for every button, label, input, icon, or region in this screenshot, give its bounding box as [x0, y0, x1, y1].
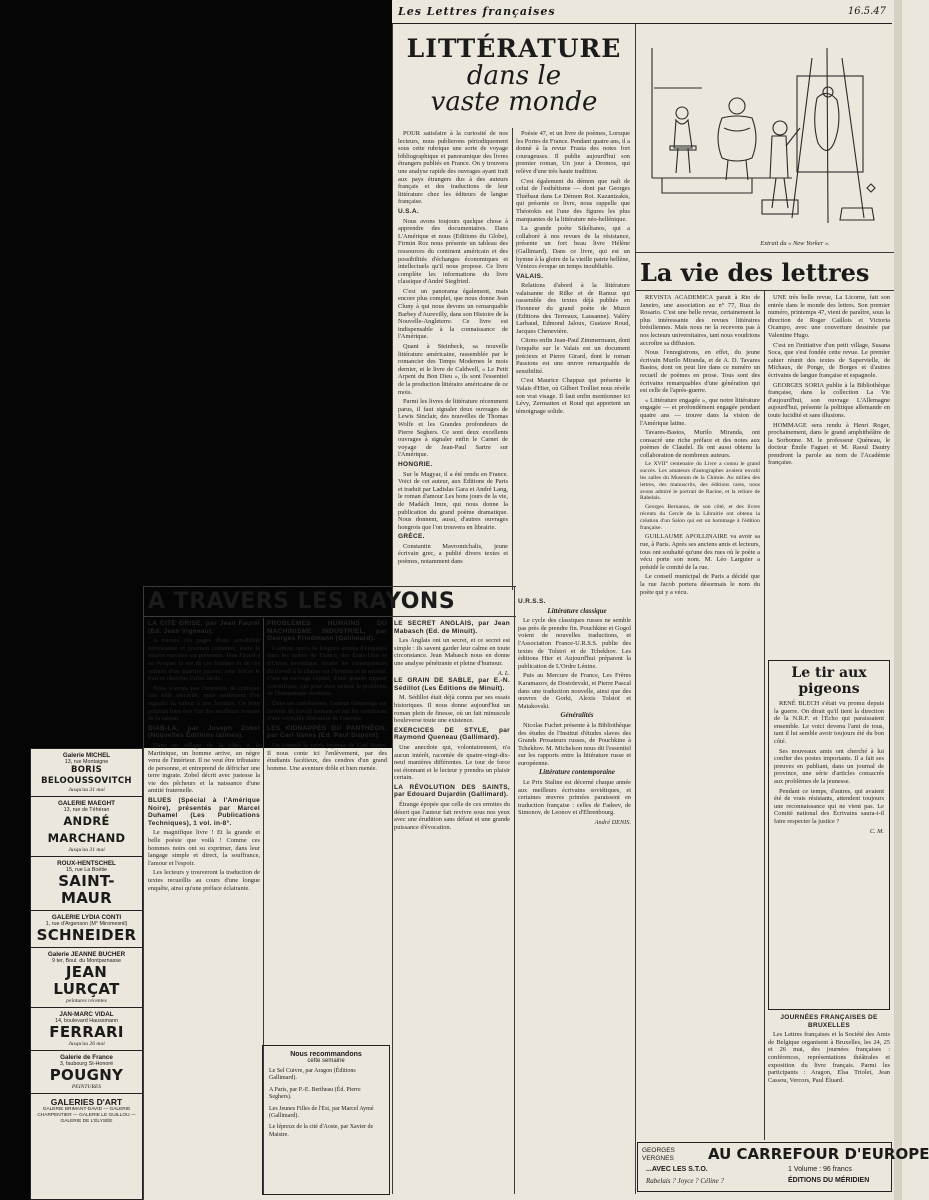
illustration-caption: Extrait du « New Yorker ».: [760, 240, 830, 247]
ad-author: GEORGES VERGNES: [642, 1147, 675, 1162]
rayons-column-2: [267, 620, 387, 1040]
paragraph: C'est Maurice Chappaz qui présente le Valais d'Hier, où Gilbert Trolliet nous révèle son vrai visage. Il faut enfin mentionner ici Lévy, Zermatten et Roud qui apportent un témoignage solide.: [516, 377, 630, 415]
paragraph: Nous l'enregistrons, en effet, du jeune écrivain Murilo Miranda, et de A. D. Tavares Bastos, dont on peut lire dans ce numéro un recueil de poèmes en prose. Tous sont des écrivains remarquables d'une génération qui est celle de l'après-guerre.: [640, 349, 760, 395]
ad-title: AU CARREFOUR D'EUROPE: [708, 1145, 929, 1163]
paragraph: UNE très belle revue, La Licorne, fait son entrée dans le monde des lettres. Son premier numéro, printemps 47, vient de paraître, sous la direction de Roger Caillois et Victoria Ocampo, avec une couverture dessinée par Valentine Hugo.: [768, 294, 890, 339]
review-head: LA CITÉ GRISE, par Jean Faurel (Ed. Jean Vigneau).: [148, 620, 260, 635]
issue-date: 16.5.47: [847, 6, 886, 17]
review-author: A. L.: [497, 669, 510, 677]
gallery-address: 13, rue de Téhéran: [63, 807, 110, 813]
paragraph: Nous avons toujours quelque chose à apprendre des documentaires. Dans L'Amérique et nous (Editions du Globe), Firmin Roz nous présente un tableau des ressources du continent américain et des possibilités d'échanges économiques et intellectuels qu'il nous propose. Ce livre complète les informations du livre classique d'André Siegfried.: [398, 217, 508, 286]
gallery-name: GALERIE MAEGHT: [57, 800, 116, 807]
vie-column-2: [768, 294, 890, 654]
section-head-hongrie: HONGRIE.: [398, 460, 433, 468]
gallery-ad: [31, 797, 142, 857]
tir-box: [768, 660, 890, 1010]
gallery-ad: [31, 1051, 142, 1094]
gallery-name: JAN-MARC VIDAL: [59, 1011, 114, 1018]
paragraph: Dans un village de la côte, à la Martinique, un homme arrive, un nègre venu de l'intérieur. Il ne veut être tributaire de personne, et entreprend de défricher une terre ingrate. Zobel décrit avec justesse la vie des pêcheurs et la naissance d'une amitié fraternelle.: [148, 741, 260, 795]
paragraph: « Littérature engagée », que notre littérature engagée — et profondément engagée pendant quatre ans — trouve dans la vision de l'Amérique latine.: [640, 396, 760, 427]
gallery-name: GALERIES D'ART: [50, 1097, 123, 1107]
gallery-artist: POUGNY: [49, 1066, 124, 1084]
section-head-valais: VALAIS.: [516, 272, 544, 280]
gallery-dates: PEINTURES: [71, 1084, 102, 1090]
review-head: PROBLÈMES HUMAINS DU MACHINISME INDUSTRIEL, par Georges Friedmann (Gallimard).: [267, 620, 387, 643]
paragraph: Les lecteurs y trouveront la traduction de textes recueillis au cours d'une longue enquête, ainsi qu'une préface éclairante.: [148, 869, 260, 892]
section-rule: [143, 616, 516, 617]
rayons-column-3: [394, 620, 510, 1192]
paragraph: Le magnifique livre ! Et la grande et belle poésie que voilà ! Comme ces hommes noirs ont su exprimer, dans leur langage simple et direct, la souffrance, l'amour et l'espoir.: [148, 829, 260, 867]
tir-text: [769, 697, 889, 1021]
section-head-usa: U.S.A.: [398, 207, 419, 215]
paragraph: Nous n'avons pas l'intention de critiquer une telle sincérité, mais seulement d'en signaler la valeur à nos lecteurs. Ce livre pourrait bien être l'un des meilleurs romans de la saison.: [148, 684, 260, 723]
subsection-generalites: Généralités: [560, 711, 594, 720]
paragraph: C'est en l'initiative d'un petit village, Susana Soca, que s'est fondée cette revue. Le premier cahier réunit des textes de Supervielle, de Michaux, de Ponge, de Borges et d'autres écrivains de langue française et espagnole.: [768, 341, 890, 379]
paragraph: Étrange épopée que celle de ces ermites du désert que l'auteur fait revivre sous nos yeux avec une érudition sans défaut et une grande puissance d'évocation.: [394, 801, 510, 831]
article-intro: POUR satisfaire à la curiosité de nos lecteurs, nous publierons périodiquement sous cette rubrique une sorte de voyage bibliographique et panoramique des livres étrangers publiés en France. On y trouvera une analyse rapide des ouvrages ayant trait aux pays étrangers dus à des auteurs français et des traductions de leur littérature chez les éditeurs de langue française.: [398, 130, 508, 206]
review-head: LA RÉVOLUTION DES SAINTS, par Edouard Dujardin (Gallimard).: [394, 783, 510, 799]
paragraph: Le Prix Staline est décerné chaque année aux meilleurs écrivains soviétiques, et certaines œuvres primées paraissent en traduction française : celles de Fadeev, de Simonov, de Leonov et d'Ehrenbourg.: [518, 779, 631, 817]
gallery-address: GALERIE BRIMANT-DAVID — GALERIE CHARPENTIER — GALERIE LE GUILLOU — GALERIE DE L'ÉLYSÉE: [37, 1107, 136, 1124]
gallery-ad: [31, 857, 142, 911]
carrefour-ad: [637, 1142, 929, 1192]
gallery-artist: SAINT-MAUR: [58, 872, 115, 907]
paragraph: Le conseil municipal de Paris a décidé que la rue Jacob portera désormais le nom du poète qui y a vécu.: [640, 573, 760, 596]
gallery-name: Galerie JEANNE BUCHER: [47, 951, 126, 958]
ad-price: 1 Volume : 96 francs: [788, 1166, 852, 1173]
paragraph: Constantin Mavromichalis, jeune écrivain grec, a publié divers textes et poèmes, notamment dans: [398, 542, 508, 566]
journees-title: JOURNÉES FRANÇAISES DE BRUXELLES: [780, 1014, 878, 1029]
gallery-name: GALERIE LYDIA CONTI: [51, 914, 122, 921]
ad-publisher: ÉDITIONS DU MÉRIDIEN: [788, 1177, 870, 1184]
recommendation-item: Les Jeunes Filles de l'Est, par Marcel Aymé (Gallimard).: [269, 1105, 374, 1120]
gallery-address: 13, rue Montaigne: [64, 759, 109, 765]
paragraph: La grande poète Sikélianos, qui a collaboré à nos revues de la résistance, présente un fort beau livre Hélène (Gallimard). Dans ce livre, qui est un hymne à la gloire de la vieille patrie hellène, Vénizos évoque un temps inoubliable.: [516, 225, 630, 271]
paragraph: Parmi les livres de littérature récemment parus, il faut signaler deux ouvrages de Lewis Sinclair, des nouvelles de Thomas Wolfe et les Grandes profondeurs de Pierre Seghers. Ce sont deux excellents ouvrages à signaler enfin le Carnet de voyage de Jean-Paul Sartre sur l'Amérique.: [398, 398, 508, 459]
article-title-line3: vaste monde: [430, 87, 598, 117]
article-column-3: [518, 598, 631, 1188]
article-title-block: [398, 34, 630, 115]
masthead: [392, 0, 892, 24]
page-edge: [894, 0, 902, 1200]
section-head-urss: U.R.S.S.: [518, 598, 546, 605]
tir-title: Le tir aux pigeons: [791, 665, 867, 697]
recommendation-item: A Paris, par P.-E. Bertheau (Éd. Pierre Seghers).: [269, 1086, 361, 1101]
paragraph: Citons enfin Jean-Paul Zimmermann, dont l'enquête sur le Valais est un document précieux et Pierre Girard, dont le roman Passions est une œuvre remarquable de sensibilité.: [516, 337, 630, 375]
paragraph: RENÉ BLECH s'était vu promu depuis la guerre. On dirait qu'il tient la direction de la N.R.F. et l'Écho qui paraissaient ensemble. Le voici devenu l'ami de tous, tant il lui semble avoir toujours été du bon côté.: [774, 700, 884, 745]
gallery-address: 15, rue La Boétie: [65, 867, 108, 873]
gallery-address: 3, faubourg St-Honoré: [59, 1061, 114, 1067]
paragraph: Le cycle des classiques russes ne semble pas près de prendre fin. Pouchkine et Gogol voient de nouvelles traductions, et l'Association France-U.R.S.S. publie des textes de Tolstoï et de Tchekhov. Les éditions Hier et Aujourd'hui préparent la publication de L'Ordre Lénine.: [518, 617, 631, 670]
article-title-line2: dans le: [466, 61, 562, 91]
review-head: LE SECRET ANGLAIS, par Jean Mabasch (Ed. de Minuit).: [394, 620, 510, 635]
cartoon-drawing-icon: [642, 28, 890, 238]
review-head: DIAB-LA, par Joseph Zobel (Nouvelles Éditions latines).: [148, 724, 260, 740]
gallery-artist: ANDRÉ MARCHAND: [47, 814, 126, 845]
newspaper-logo: Les Lettres françaises: [398, 5, 556, 18]
gallery-dates: peintures récentes: [66, 998, 107, 1004]
column-rule: [143, 586, 144, 1200]
gallery-name: ROUX-HENTSCHEL: [57, 860, 116, 867]
section-title-vie: La vie des lettres: [640, 258, 870, 287]
paragraph: Les Lettres françaises et la Société des Amis de Belgique organisent à Bruxelles, les 24, 25 et 26 mai, des journées françaises : conférences, représentations théâtrales et exposition du livre français. Parmi les participants : Aragon, Elsa Triolet, Jean Cassou, Vercors, Paul Éluard.: [768, 1031, 890, 1084]
paragraph: Poésie 47, et un livre de poèmes, Lorsque les Portes de France. Pendant quatre ans, il a donné à la revue Frasta des notes fort courageuses. Il publie aujourd'hui son premier roman, Un jour à Dromos, qui relève d'une très haute tradition.: [516, 130, 630, 175]
journees-block: [768, 1014, 890, 1138]
gallery-ad: [31, 911, 142, 948]
recommendation-item: Le Sel Cuivre, par Aragon (Éditions Gallimard).: [269, 1068, 356, 1082]
gallery-artist: BORIS BELOOUSSOVITCH: [41, 765, 132, 786]
paragraph: Puis au Mercure de France, Les Frères Karamazov, de Dostoïevski, et Pierre Pascal dans une traduction nouvelle, ainsi que des œuvres de Gorki, Alexis Tolstoï et Maïakovski.: [518, 672, 631, 710]
column-rule: [514, 586, 515, 1194]
paragraph: Le XVII° centenaire du Livre a connu le grand succès. Les amateurs d'autographes avaient envahi les salles du Museum de la Chimie. Au milieu des lettres, des manuscrits, des éditions rares, nous avons admiré le portrait de Racine, et la reliure de Rabelais.: [640, 461, 760, 502]
article-author: André DENIS.: [594, 819, 631, 827]
recommendation-box: [262, 1045, 390, 1195]
section-rule: [143, 586, 516, 587]
column-rule: [764, 290, 765, 1140]
paragraph: C'est également du démon que naît de celui de l'esthétisme — dont par Georges Thiébaut dans Le Démon Roi. Kazantzakis, qui présente ce livre, nous rappelle que Théotokis est l'une des figures les plus marquantes de la littérature néo-hellénique.: [516, 177, 630, 223]
gallery-name: Galerie de France: [60, 1054, 113, 1061]
ad-subtitle: ...AVEC LES S.T.O.: [646, 1166, 708, 1173]
gallery-artist: SCHNEIDER: [36, 926, 137, 944]
paragraph: REVISTA ACADEMICA parait à Rio de Janeiro, une association au n° 77, Rua do Rosario. C'est une belle revue, certainement la plus intéressante des revues littéraires brésiliennes. Mais nous ne la recevons pas à nos lecteurs universitaires, tant nous voudrions accroître sa diffusion.: [640, 294, 760, 347]
paragraph: GEORGES SORIA publie à la Bibliothèque française, dans la collection La Vie d'aujourd'hui, son ouvrage L'Allemagne aujourd'hui, présente la politique allemande en toute lucidité et sans illusions.: [768, 381, 890, 419]
gallery-dates: Jusqu'au 26 mai: [68, 1041, 105, 1047]
column-rule: [512, 128, 513, 590]
subsection-classique: Littérature classique: [547, 606, 607, 615]
paragraph: Tavares-Bastos, Murilo Miranda, ont consacré une riche préface et des notes aux poèmes de Claudel. Ils ont aussi obtenu la collaboration de nombreux auteurs.: [640, 429, 760, 459]
section-rule: [635, 290, 894, 291]
gallery-dates: Jusqu'au 31 mai: [68, 787, 105, 793]
paragraph: C'est un panorama également, mais encore plus complet, que nous donne Jean Cluny à qui nous devons un remarquable Barbey d'Aurevilly, dans son Histoire de la Nouvelle-Angleterre. Ce livre est indispensable à la connaissance de l'Amérique.: [398, 287, 508, 341]
paragraph: HOMMAGE sera rendu à Henri Roger, prochainement, dans le grand amphithéâtre de la Sorbonne. M. le professeur Quéneau, le docteur Émile Faguet et M. Raoul Dautry prendront la parole au nom de l'Académie française.: [768, 421, 890, 467]
article-title: LITTÉRATURE: [406, 34, 622, 63]
gallery-address: 9 ter, Boul. du Montparnasse: [52, 958, 121, 964]
article-column-1: [398, 130, 508, 588]
section-head-grece: GRÈCE.: [398, 533, 425, 541]
paragraph: Ses nouveaux amis ont cherché à lui confier des postes importants. Il a fait ses preuves en publiant, dans un journal de province, une série d'articles consacrés aux problèmes de la jeunesse.: [774, 747, 884, 785]
review-head: LES KIDNAPPÉS DU PANTHÉON, par Carl Vanes (Ed. Paul Dupont).: [267, 724, 387, 740]
paragraph: Quant à Steinbeck, sa nouvelle littérature américaine, rassemblée par le romancier des Temps Modernes le mois dernier, et le livre de Caldwell, « Le Petit Arpent du Bon Dieu », ils sont l'essentiel de la production littéraire américaine de ce mois.: [398, 343, 508, 396]
paragraph: Pendant ce temps, d'autres, qui avaient été de vrais résistants, attendent toujours une reconnaissance qui ne vient pas. Le Comité national des Écrivains saura-t-il faire respecter la justice ?: [774, 787, 884, 825]
paragraph: GUILLAUME APOLLINAIRE va avoir sa rue, à Paris. Après ses anciens amis et lecteurs, tous ont souhaité qu'une des rues où le poète a vécu porte son nom. M. Léo Larguier a présidé le comité de la rue.: [640, 533, 760, 571]
vie-column-1: [640, 294, 760, 1140]
review-head: EXERCICES DE STYLE, par Raymond Queneau (Gallimard).: [394, 726, 510, 742]
gallery-ad: [31, 749, 142, 797]
section-title-rayons: A TRAVERS LES RAYONS: [148, 589, 456, 614]
rayons-column-1: [148, 620, 260, 1192]
gallery-ads: [30, 748, 143, 1200]
gallery-dates: Jusqu'au 31 mai: [68, 847, 105, 853]
cartoon-illustration: [642, 28, 890, 238]
gallery-address: 14, boulevard Haussmann: [55, 1018, 118, 1024]
gallery-ad: [31, 948, 142, 1008]
subsection-contemporaine: Littérature contemporaine: [538, 768, 616, 777]
gallery-artist: FERRARI: [49, 1023, 124, 1041]
tir-author: C. M.: [869, 827, 884, 835]
recommendation-item: Le lépreux de la cité d'Aoste, par Xavier de Maistre.: [269, 1124, 374, 1138]
recommendation-subtitle: cette semaine: [307, 1058, 345, 1064]
gallery-ad: [31, 1008, 142, 1051]
redacted-strip: [0, 748, 30, 1200]
paragraph: Les Anglais ont un secret, et ce secret est simple : ils savent garder leur calme en toute circonstance. Jean Mabasch nous en donne une analyse pénétrante et pleine d'humour.: [394, 637, 510, 667]
paragraph: Nicolas Fuchet présente à la Bibliothèque des études de l'Institut d'études slaves des Grands Prosateurs russes, de Pouchkine à Tchekhov. M. Michelson nous dit l'essentiel sur les rapports entre la littérature russe et européenne.: [518, 721, 631, 767]
paragraph: On connaît la verve joyeuse de Carl Vanes. Il nous conte ici l'enlèvement, par des étudiants facétieux, des cendres d'un grand homme. Une aventure drôle et bien menée.: [267, 741, 387, 772]
recommendation-title: Nous recommandons: [290, 1051, 362, 1058]
gallery-name: Galerie MICHEL: [62, 752, 111, 759]
article-column-2: [516, 130, 630, 588]
column-rule: [635, 24, 636, 1194]
paragraph: Une anecdote qui, volontairement, n'a aucun intérêt, racontée de quatre-vingt-dix-neuf manières différentes. Le tour de force est étonnant et le lecteur y prendra un plaisir certain.: [394, 743, 510, 782]
paragraph: A travers ces pages d'une sensibilité frémissante et pourtant contenue, toute la misère ouvrière est présentée. Jean Faurel a su évoquer la vie de ces femmes et de ces enfants d'un quartier pauvre, sans forcer le trait ni chercher l'effet facile.: [148, 637, 260, 683]
paragraph: Sur le Magyar, il a été rendu en France. Voici de cet auteur, aux Éditions de Paris et traduit par Ladislas Gara et André Lang, le roman d'amour Les bons jours de la vie, de Madách Imre, qui nous donne la publication du grand poème dramatique. Nous donnent, aussi, d'autres ouvrages hongrois que l'on trouvera en librairie.: [398, 470, 508, 531]
section-rule: [635, 252, 894, 253]
paragraph: Dans ses conclusions, l'auteur s'interroge sur l'avenir du travail humain et sur les conditions d'une véritable libération de l'ouvrier.: [267, 699, 387, 723]
paragraph: Relations d'abord à la littérature valaisanne de Rilke et de Ramuz qui rassemble des textes déjà publiés en l'honneur du grand poète de Muzot (Editions des Terreaux, Lausanne). Valéry Larbaud, Edmond Jaloux, Gustave Roud, Jacques Chenevière.: [516, 282, 630, 335]
paragraph: Georges Bernanos, de son côté, et des livres récents du Cercle de la Librairie ont obtenu la création d'un Salon qui est un hommage à l'édition française.: [640, 504, 760, 531]
gallery-artist: JEAN LURÇAT: [53, 963, 120, 998]
gallery-address: 1, rue d'Argenson (M° Miromesnil): [45, 921, 128, 927]
review-head: BLUES (Spécial à l'Amérique Noire), présentés par Marcel Duhamel (Les Publications Techniques), 1 vol. in-8°.: [148, 797, 260, 827]
paragraph: M. Sédillot était déjà connu par ses essais historiques. Il nous donne aujourd'hui un roman plein de finesse, où un fait minuscule bouleverse toute une existence.: [394, 694, 510, 725]
paragraph: L'auteur, après de longues années d'enquêtes dans les usines de France, des États-Unis et d'Union soviétique, étudie les conséquences du travail à la chaîne sur l'homme et la société. C'est un ouvrage capital, d'une grande rigueur scientifique, qui pose avec netteté le problème de l'humanisme moderne.: [267, 644, 387, 698]
ad-question: Rabelais ? Joyce ? Céline ?: [646, 1177, 724, 1185]
review-head: LE GRAIN DE SABLE, par E.-N. Sédillot (Les Éditions de Minuit).: [394, 677, 510, 692]
gallery-ad: [31, 1094, 142, 1128]
